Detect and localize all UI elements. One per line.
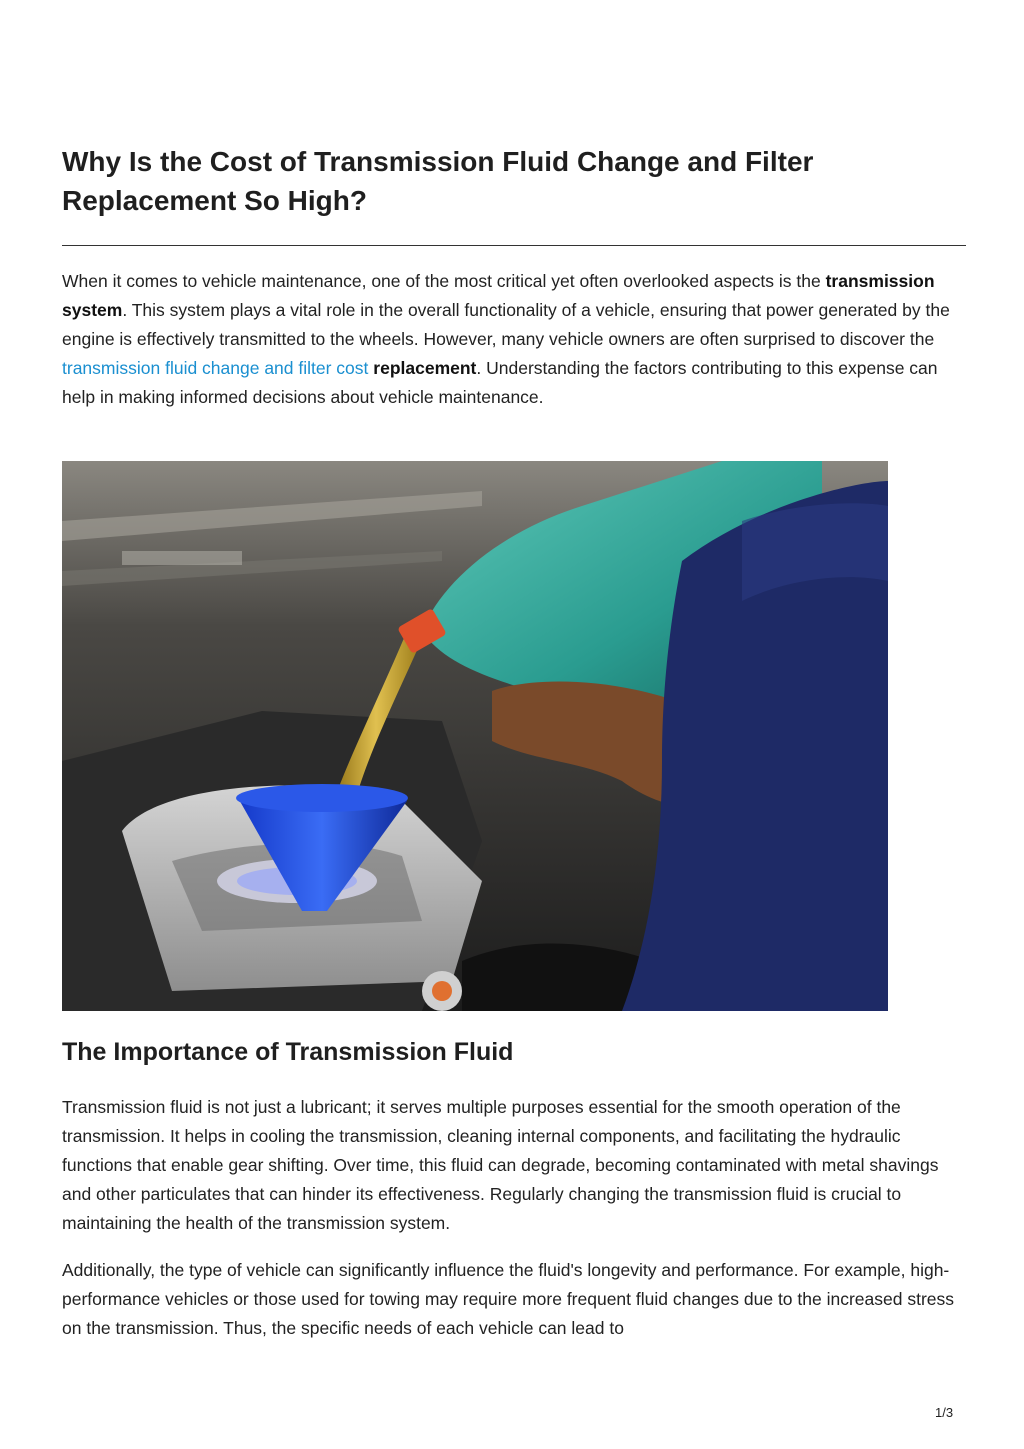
intro-bold-replacement: replacement [373, 358, 477, 378]
intro-bold-transmission-system: transmission system [62, 271, 935, 320]
page-number: 1/3 [935, 1405, 954, 1420]
intro-text-4: . Understanding the factors contributing to this expense can help in making informed decisions about vehicle maintenance. [62, 358, 938, 407]
intro-text-1: When it comes to vehicle maintenance, one of the most critical yet often overlooked aspects is the [62, 271, 826, 291]
section-heading: The Importance of Transmission Fluid [62, 1038, 514, 1066]
intro-paragraph [62, 267, 962, 412]
body-paragraph-1: Transmission fluid is not just a lubricant; it serves multiple purposes essential for the smooth operation of the transmission. It helps in cooling the transmission, cleaning internal components, and facilitating the hydraulic functions that enable gear shifting. Over time, this fluid can degrade, becoming contaminated with metal shavings and other particulates that can hinder its effectiveness. Regularly changing the transmission fluid is crucial to maintaining the health of the transmission system. [62, 1097, 939, 1233]
cost-link[interactable]: transmission fluid change and filter cost [62, 358, 369, 378]
body-paragraph-2: Additionally, the type of vehicle can significantly influence the fluid's longevity and performance. For example, high-performance vehicles or those used for towing may require more frequent fluid changes due to the increased stress on the transmission. Thus, the specific needs of each vehicle can lead to [62, 1260, 955, 1338]
page-title: Why Is the Cost of Transmission Fluid Change and Filter Replacement So High? [62, 146, 814, 216]
intro-text-2: . This system plays a vital role in the overall functionality of a vehicle, ensuring that power generated by the engine is effectively transmitted to the wheels. However, many vehicle owners are often surprised to discover the [62, 300, 950, 349]
title-divider [62, 245, 966, 246]
engine-bay-illustration [62, 461, 888, 1011]
hero-image-fluid-pour [62, 461, 888, 1011]
